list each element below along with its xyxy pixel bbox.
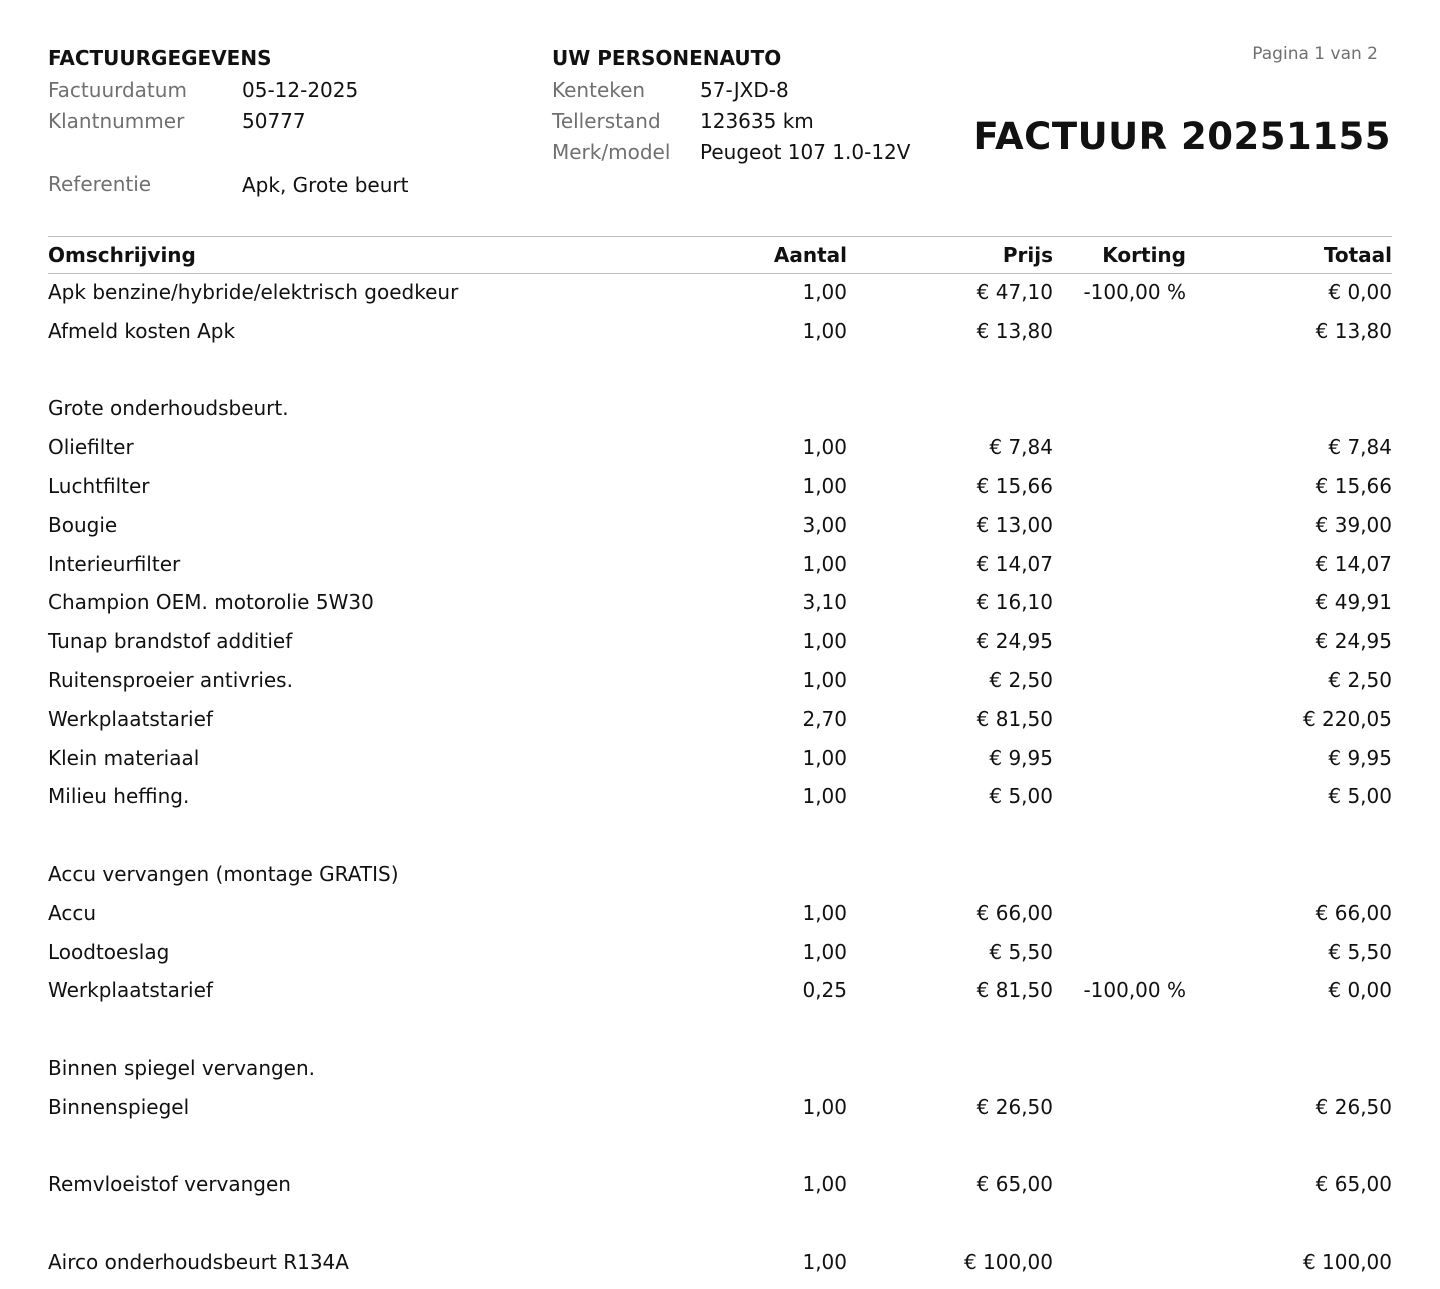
invoice-date-label: Factuurdatum xyxy=(48,78,187,102)
table-row xyxy=(48,429,1392,468)
table-row xyxy=(48,895,1392,934)
invoice-title: FACTUUR 20251155 xyxy=(973,115,1391,158)
table-row xyxy=(48,856,1392,895)
header-description: Omschrijving xyxy=(48,243,196,267)
cell-total: € 0,00 xyxy=(1328,978,1392,1003)
customer-number-value: 50777 xyxy=(242,109,306,133)
spacer-row xyxy=(48,1128,1392,1167)
cell-discount: -100,00 % xyxy=(1083,978,1186,1003)
cell-description: Grote onderhoudsbeurt. xyxy=(48,396,289,421)
cell-description: Ruitensproeier antivries. xyxy=(48,667,293,692)
cell-total: € 13,80 xyxy=(1315,318,1392,343)
cell-description: Werkplaatstarief xyxy=(48,978,213,1003)
table-row xyxy=(48,740,1392,779)
invoice-info-heading: FACTUURGEGEVENS xyxy=(48,46,272,70)
cell-quantity: 1,00 xyxy=(802,318,847,343)
table-row xyxy=(48,1244,1392,1283)
table-row xyxy=(48,662,1392,701)
line-items-table xyxy=(48,236,1392,1283)
cell-description: Oliefilter xyxy=(48,435,134,460)
cell-description: Binnen spiegel vervangen. xyxy=(48,1055,316,1080)
cell-total: € 26,50 xyxy=(1315,1094,1392,1119)
table-row xyxy=(48,1050,1392,1089)
spacer-row xyxy=(48,1205,1392,1244)
cell-quantity: 1,00 xyxy=(802,435,847,460)
cell-price: € 15,66 xyxy=(976,473,1053,498)
cell-price: € 81,50 xyxy=(976,706,1053,731)
cell-total: € 24,95 xyxy=(1315,629,1392,654)
table-row xyxy=(48,507,1392,546)
cell-quantity: 1,00 xyxy=(802,1249,847,1274)
table-row xyxy=(48,274,1392,313)
cell-quantity: 1,00 xyxy=(802,473,847,498)
cell-total: € 220,05 xyxy=(1302,706,1392,731)
cell-description: Interieurfilter xyxy=(48,551,181,576)
cell-quantity: 1,00 xyxy=(802,784,847,809)
cell-description: Airco onderhoudsbeurt R134A xyxy=(48,1249,349,1274)
cell-price: € 9,95 xyxy=(989,745,1053,770)
cell-description: Binnenspiegel xyxy=(48,1094,190,1119)
odometer-value: 123635 km xyxy=(700,109,814,133)
header-discount: Korting xyxy=(1102,243,1186,267)
table-row xyxy=(48,934,1392,973)
table-row xyxy=(48,390,1392,429)
vehicle-heading: UW PERSONENAUTO xyxy=(552,46,782,70)
cell-quantity: 1,00 xyxy=(802,1172,847,1197)
table-row xyxy=(48,584,1392,623)
table-row xyxy=(48,546,1392,585)
cell-price: € 7,84 xyxy=(989,435,1053,460)
table-row xyxy=(48,778,1392,817)
table-body xyxy=(48,274,1392,1283)
cell-total: € 100,00 xyxy=(1302,1249,1392,1274)
model-value: Peugeot 107 1.0-12V xyxy=(700,140,911,164)
cell-description: Accu vervangen (montage GRATIS) xyxy=(48,861,399,886)
invoice-date-value: 05-12-2025 xyxy=(242,78,359,102)
table-row xyxy=(48,972,1392,1011)
header-total: Totaal xyxy=(1323,243,1392,267)
table-row xyxy=(48,701,1392,740)
header-price: Prijs xyxy=(1002,243,1053,267)
cell-total: € 65,00 xyxy=(1315,1172,1392,1197)
cell-total: € 2,50 xyxy=(1328,667,1392,692)
cell-quantity: 2,70 xyxy=(802,706,847,731)
table-row xyxy=(48,468,1392,507)
table-row xyxy=(48,1089,1392,1128)
cell-description: Luchtfilter xyxy=(48,473,150,498)
cell-description: Klein materiaal xyxy=(48,745,200,770)
cell-price: € 14,07 xyxy=(976,551,1053,576)
page-indicator: Pagina 1 van 2 xyxy=(1252,44,1378,64)
table-row xyxy=(48,623,1392,662)
cell-description: Loodtoeslag xyxy=(48,939,170,964)
cell-description: Remvloeistof vervangen xyxy=(48,1172,291,1197)
reference-value: Apk, Grote beurt xyxy=(242,173,409,197)
cell-total: € 66,00 xyxy=(1315,900,1392,925)
cell-price: € 2,50 xyxy=(989,667,1053,692)
cell-price: € 24,95 xyxy=(976,629,1053,654)
cell-total: € 15,66 xyxy=(1315,473,1392,498)
cell-price: € 16,10 xyxy=(976,590,1053,615)
table-row xyxy=(48,1166,1392,1205)
spacer-row xyxy=(48,817,1392,856)
cell-quantity: 1,00 xyxy=(802,745,847,770)
cell-quantity: 3,10 xyxy=(802,590,847,615)
cell-total: € 49,91 xyxy=(1315,590,1392,615)
model-label: Merk/model xyxy=(552,140,671,164)
customer-number-label: Klantnummer xyxy=(48,109,185,133)
cell-quantity: 0,25 xyxy=(802,978,847,1003)
cell-price: € 26,50 xyxy=(976,1094,1053,1119)
cell-total: € 9,95 xyxy=(1328,745,1392,770)
plate-value: 57-JXD-8 xyxy=(700,78,789,102)
cell-quantity: 1,00 xyxy=(802,900,847,925)
cell-description: Tunap brandstof additief xyxy=(48,629,293,654)
spacer-row xyxy=(48,1011,1392,1050)
table-row xyxy=(48,313,1392,352)
cell-quantity: 1,00 xyxy=(802,667,847,692)
cell-price: € 5,00 xyxy=(989,784,1053,809)
cell-price: € 66,00 xyxy=(976,900,1053,925)
plate-label: Kenteken xyxy=(552,78,646,102)
cell-total: € 39,00 xyxy=(1315,512,1392,537)
reference-label: Referentie xyxy=(48,172,152,196)
cell-description: Champion OEM. motorolie 5W30 xyxy=(48,590,374,615)
cell-description: Milieu heffing. xyxy=(48,784,190,809)
cell-price: € 81,50 xyxy=(976,978,1053,1003)
cell-total: € 5,50 xyxy=(1328,939,1392,964)
odometer-label: Tellerstand xyxy=(552,109,661,133)
cell-price: € 5,50 xyxy=(989,939,1053,964)
cell-description: Bougie xyxy=(48,512,118,537)
cell-price: € 47,10 xyxy=(976,280,1053,304)
cell-quantity: 1,00 xyxy=(802,629,847,654)
cell-total: € 14,07 xyxy=(1315,551,1392,576)
header-quantity: Aantal xyxy=(773,243,847,267)
cell-description: Afmeld kosten Apk xyxy=(48,318,236,343)
cell-discount: -100,00 % xyxy=(1083,280,1186,304)
cell-description: Accu xyxy=(48,900,96,925)
cell-price: € 65,00 xyxy=(976,1172,1053,1197)
cell-price: € 13,00 xyxy=(976,512,1053,537)
cell-price: € 100,00 xyxy=(963,1249,1053,1274)
cell-total: € 0,00 xyxy=(1328,280,1392,304)
cell-price: € 13,80 xyxy=(976,318,1053,343)
cell-total: € 7,84 xyxy=(1328,435,1392,460)
cell-quantity: 1,00 xyxy=(802,551,847,576)
cell-quantity: 1,00 xyxy=(802,939,847,964)
table-header xyxy=(48,236,1392,274)
cell-quantity: 3,00 xyxy=(802,512,847,537)
cell-description: Werkplaatstarief xyxy=(48,706,213,731)
cell-quantity: 1,00 xyxy=(802,1094,847,1119)
spacer-row xyxy=(48,352,1392,391)
cell-description: Apk benzine/hybride/elektrisch goedkeur xyxy=(48,280,459,304)
cell-total: € 5,00 xyxy=(1328,784,1392,809)
cell-quantity: 1,00 xyxy=(802,280,847,304)
